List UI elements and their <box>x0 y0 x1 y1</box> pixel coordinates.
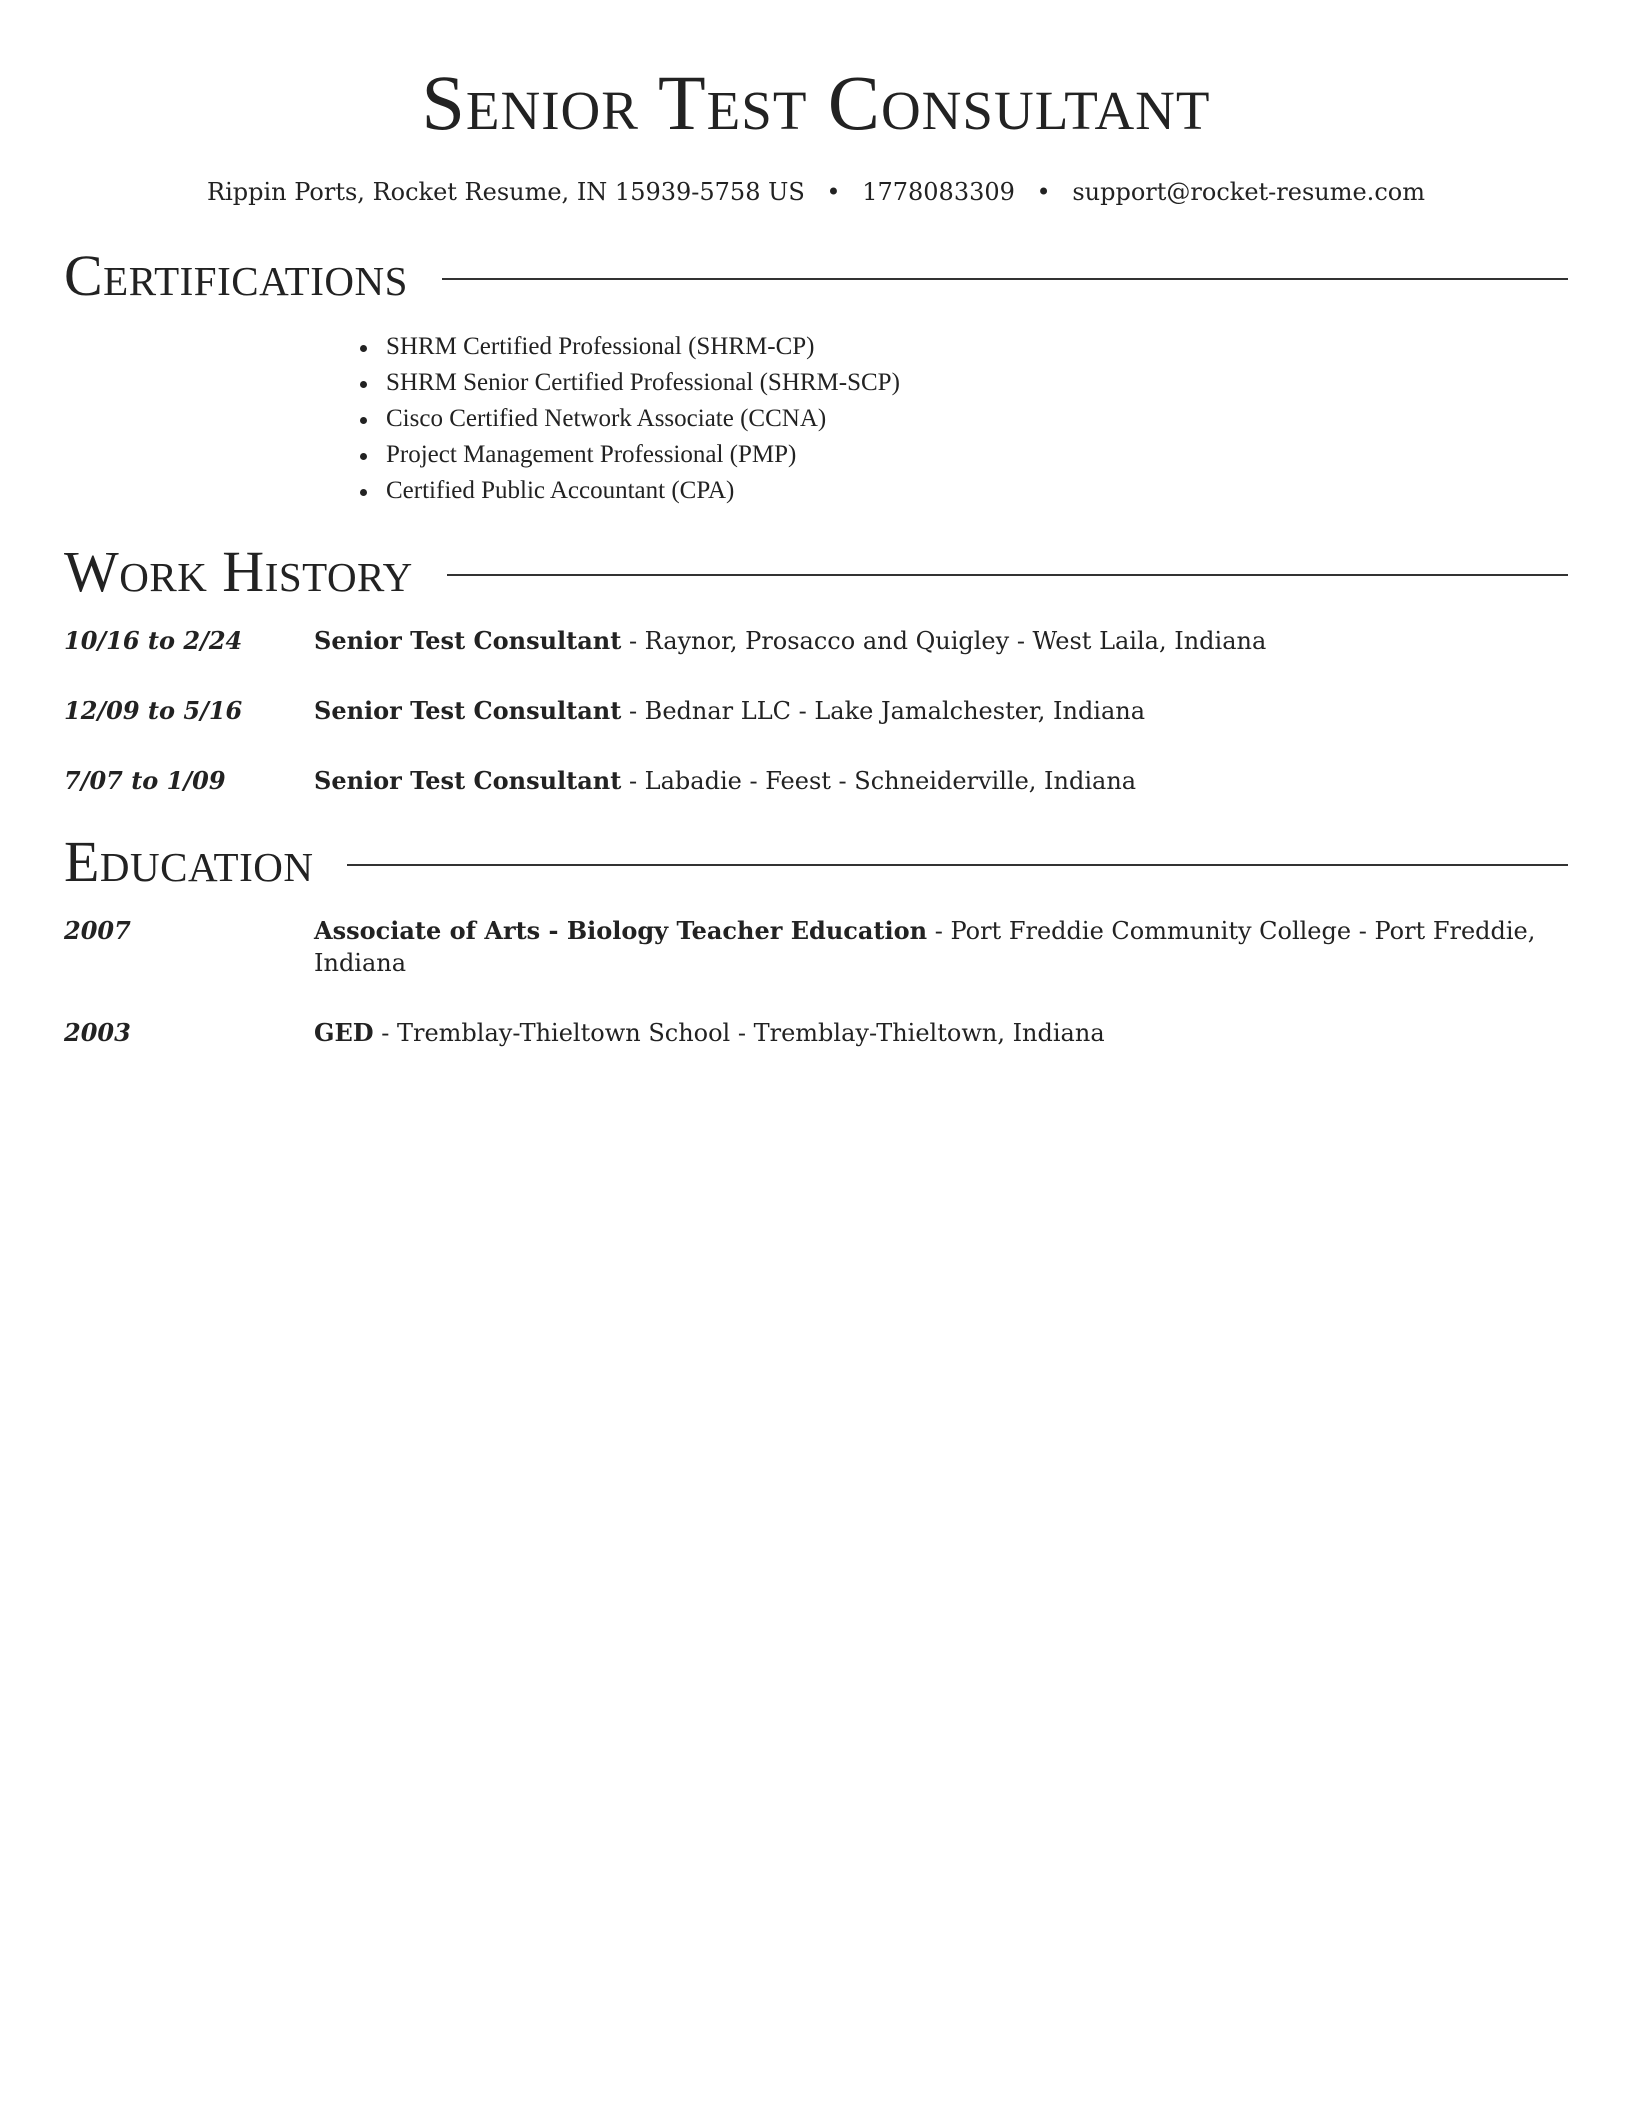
certification-item: Certified Public Accountant (CPA) <box>358 473 1568 509</box>
work-entry <box>64 625 1568 657</box>
work-entry-title: Senior Test Consultant <box>314 765 622 795</box>
work-history-heading: Work History <box>64 538 413 604</box>
section-divider <box>347 864 1568 866</box>
certification-item: SHRM Senior Certified Professional (SHRM-SCP) <box>358 365 1568 401</box>
work-entry-date: 10/16 to 2/24 <box>64 625 243 655</box>
work-entry-details: - Labadie - Feest - Schneiderville, Indiana <box>621 766 1137 795</box>
work-entry-body <box>314 765 1136 797</box>
contact-line <box>64 178 1568 207</box>
certification-item: Cisco Certified Network Associate (CCNA) <box>358 401 1568 437</box>
certification-item: Project Management Professional (PMP) <box>358 437 1568 473</box>
education-entry <box>64 915 1568 979</box>
education-entry-body <box>314 915 1568 979</box>
education-entry-details: - Port Freddie Community College - Port Freddie, Indiana <box>314 916 1536 977</box>
certifications-heading: Certifications <box>64 242 408 308</box>
section-divider <box>447 574 1568 576</box>
work-entry-body <box>314 695 1145 727</box>
education-heading: Education <box>64 828 314 894</box>
work-entry <box>64 765 1568 797</box>
work-history-list <box>64 625 1568 797</box>
work-entry-details: - Raynor, Prosacco and Quigley - West Laila, Indiana <box>621 626 1267 655</box>
work-entry-date: 12/09 to 5/16 <box>64 695 243 725</box>
section-divider <box>442 278 1568 280</box>
work-entry-title: Senior Test Consultant <box>314 695 622 725</box>
work-entry-body <box>314 625 1266 657</box>
work-entry-details: - Bednar LLC - Lake Jamalchester, Indiana <box>621 696 1146 725</box>
education-entry <box>64 1017 1568 1049</box>
education-entry-title: GED <box>314 1017 374 1047</box>
certification-item: SHRM Certified Professional (SHRM-CP) <box>358 329 1568 365</box>
work-entry-title: Senior Test Consultant <box>314 625 622 655</box>
contact-address: Rippin Ports, Rocket Resume, IN 15939-5758 US <box>207 178 805 206</box>
education-entry-date: 2003 <box>64 1017 131 1047</box>
work-entry-date: 7/07 to 1/09 <box>64 765 226 795</box>
contact-phone: 1778083309 <box>862 178 1015 206</box>
education-entry-body <box>314 1017 1105 1049</box>
resume-name: Senior Test Consultant <box>421 59 1211 146</box>
contact-separator: • <box>1036 178 1051 206</box>
work-entry <box>64 695 1568 727</box>
education-list <box>64 915 1568 1049</box>
certifications-list <box>64 329 1568 509</box>
certifications-section-header <box>64 242 1568 308</box>
contact-separator: • <box>826 178 841 206</box>
education-entry-date: 2007 <box>64 915 131 945</box>
education-entry-details: - Tremblay-Thieltown School - Tremblay-Thieltown, Indiana <box>373 1018 1105 1047</box>
education-section-header <box>64 828 1568 894</box>
work-history-section-header <box>64 538 1568 604</box>
contact-email: support@rocket-resume.com <box>1072 178 1425 206</box>
education-entry-title: Associate of Arts - Biology Teacher Education <box>314 915 928 945</box>
